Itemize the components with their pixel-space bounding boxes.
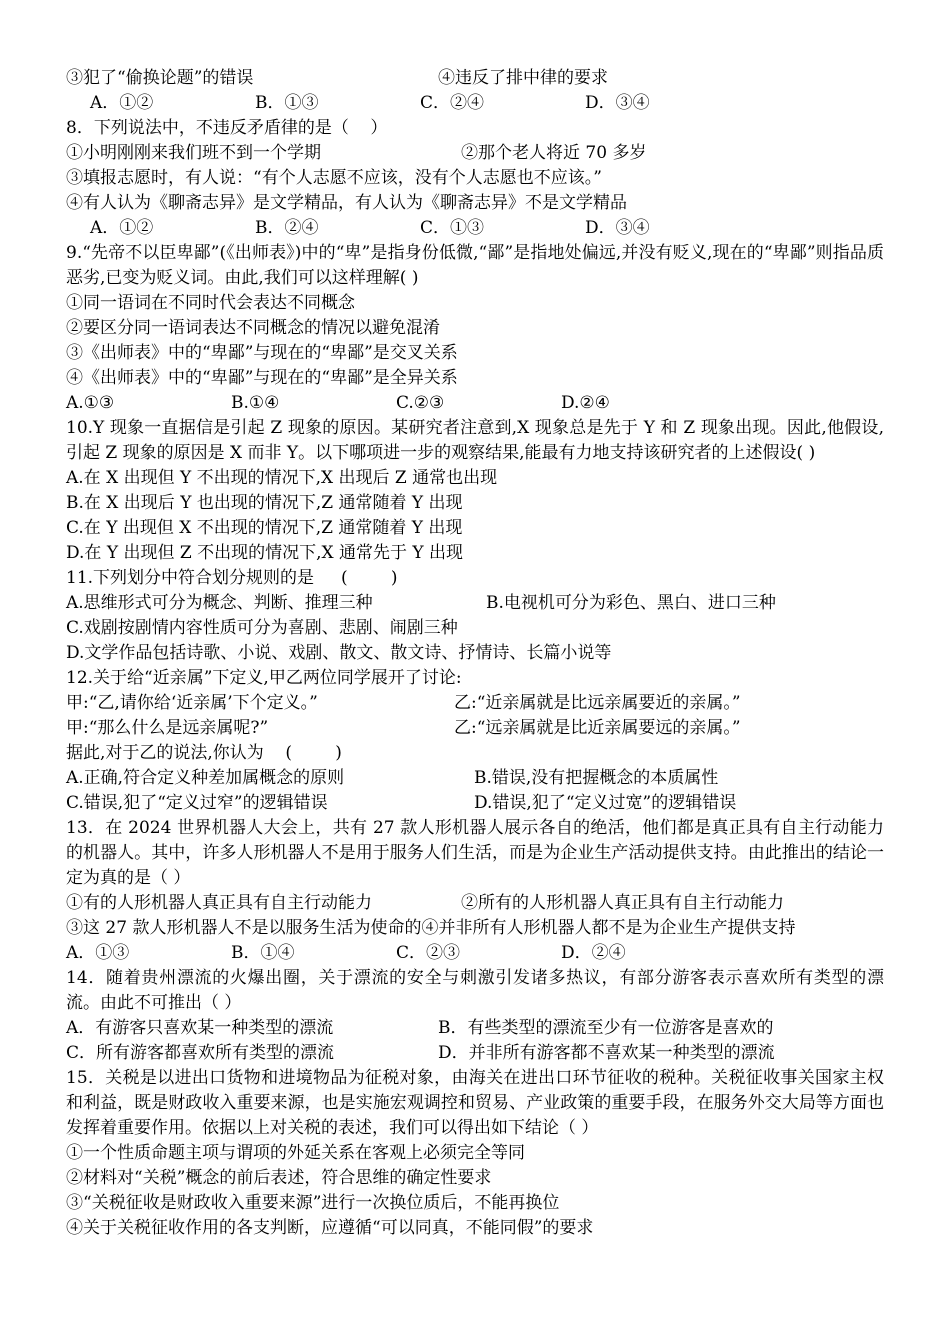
q8-statement-3: ③填报志愿时，有人说：“有个人志愿不应该，没有个人志愿也不应该。”: [66, 168, 602, 188]
q12-stem: 12.关于给“近亲属”下定义,甲乙两位同学展开了讨论:: [66, 668, 462, 688]
q10-option-d: D.在 Y 出现但 Z 不出现的情况下,X 通常先于 Y 出现: [66, 543, 464, 563]
q14-option-a: A．有游客只喜欢某一种类型的漂流: [66, 1018, 334, 1038]
q9-option-c: C.②③: [396, 393, 445, 413]
q10-option-a: A.在 X 出现但 Y 不出现的情况下,X 出现后 Z 通常也出现: [66, 468, 498, 488]
q12-option-d: D.错误,犯了“定义过宽”的逻辑错误: [474, 793, 737, 813]
q12-dialogue-1: [66, 691, 884, 716]
q7-option-c: C．②④: [420, 93, 485, 113]
q12-dialogue-yi-1: 乙:“近亲属就是比远亲属要近的亲属。”: [454, 693, 741, 713]
q12-options-a-b: [66, 766, 884, 791]
q9-option-a: A.①③: [66, 393, 115, 413]
q8-statement-1: ①小明刚刚来我们班不到一个学期: [66, 143, 321, 163]
q7-statements-3-4: [66, 66, 884, 91]
q15-statement-1: ①一个性质命题主项与谓项的外延关系在客观上必须完全等同: [66, 1143, 525, 1163]
q9-statement-2: ②要区分同一语词表达不同概念的情况以避免混淆: [66, 318, 440, 338]
q9-option-d: D.②④: [561, 393, 610, 413]
q8-statement-2: ②那个老人将近 70 多岁: [461, 143, 647, 163]
q12-ask: 据此,对于乙的说法,你认为 ( ): [66, 743, 342, 763]
q8-statement-4: ④有人认为《聊斋志异》是文学精品，有人认为《聊斋志异》不是文学精品: [66, 193, 627, 213]
q12-options-c-d: [66, 791, 884, 816]
q14-option-d: D．并非所有游客都不喜欢某一种类型的漂流: [438, 1043, 775, 1063]
q15-statement-2: ②材料对“关税”概念的前后表述，符合思维的确定性要求: [66, 1168, 492, 1188]
q7-statement-4: ④违反了排中律的要求: [438, 68, 608, 88]
q9-stem: 9.“先帝不以臣卑鄙”(《出师表》)中的“卑”是指身份低微,“鄙”是指地处偏远,并没有贬义,现在的“卑鄙”则指品质恶劣,已变为贬义词。由此,我们可以这样理解( ): [66, 243, 884, 288]
q12-option-b: B.错误,没有把握概念的本质属性: [474, 768, 719, 788]
q14-stem: 14．随着贵州漂流的火爆出圈，关于漂流的安全与刺激引发诸多热议，有部分游客表示喜欢所有类型的漂流。由此不可推出（ ）: [66, 968, 884, 1013]
q14-option-b: B．有些类型的漂流至少有一位游客是喜欢的: [438, 1018, 774, 1038]
q9-options: [66, 391, 884, 416]
q7-option-a: A．①②: [90, 93, 154, 113]
q13-statement-1: ①有的人形机器人真正具有自主行动能力: [66, 893, 372, 913]
q12-dialogue-jia-1: 甲:“乙,请你给‘近亲属’下个定义。”: [66, 693, 318, 713]
q9-statement-1: ①同一语词在不同时代会表达不同概念: [66, 293, 355, 313]
q12-dialogue-jia-2: 甲:“那么什么是远亲属呢?”: [66, 718, 269, 738]
q10-option-b: B.在 X 出现后 Y 也出现的情况下,Z 通常随着 Y 出现: [66, 493, 463, 513]
q9-statement-3: ③《出师表》中的“卑鄙”与现在的“卑鄙”是交叉关系: [66, 343, 458, 363]
q15-stem: 15．关税是以进出口货物和进境物品为征税对象，由海关在进出口环节征收的税种。关税征收事关国家主权和利益，既是财政收入重要来源，也是实施宏观调控和贸易、产业政策的重要手段，在服务外交大局等方面也发挥着重要作用。依据以上对关税的表述，我们可以得出如下结论（ ）: [66, 1068, 884, 1138]
q8-option-b: B．②④: [255, 218, 319, 238]
q8-stem: 8．下列说法中，不违反矛盾律的是（ ）: [66, 118, 388, 138]
q7-option-d: D．③④: [585, 93, 650, 113]
q11-option-c: C.戏剧按剧情内容性质可分为喜剧、悲剧、闹剧三种: [66, 618, 458, 638]
q11-stem: 11.下列划分中符合划分规则的是 ( ): [66, 568, 398, 588]
q12-option-a: A.正确,符合定义种差加属概念的原则: [66, 768, 345, 788]
q8-statements-1-2: [66, 141, 884, 166]
q10-option-c: C.在 Y 出现但 X 不出现的情况下,Z 通常随着 Y 出现: [66, 518, 463, 538]
q15-statement-4: ④关于关税征收作用的各支判断，应遵循“可以同真，不能同假”的要求: [66, 1218, 594, 1238]
q11-options-a-b: [66, 591, 884, 616]
q12-dialogue-yi-2: 乙:“远亲属就是比近亲属要远的亲属。”: [454, 718, 741, 738]
q12-dialogue-2: [66, 716, 884, 741]
q13-stem: 13．在 2024 世界机器人大会上，共有 27 款人形机器人展示各自的绝活，他们都是真正具有自主行动能力的机器人。其中，许多人形机器人不是用于服务人们生活，而是为企业生产活动提供支持。由此推出的结论一定为真的是（ ）: [66, 818, 884, 888]
q8-options: [66, 216, 884, 241]
q12-option-c: C.错误,犯了“定义过窄”的逻辑错误: [66, 793, 328, 813]
q8-option-d: D．③④: [585, 218, 650, 238]
q13-option-a: A．①③: [66, 943, 130, 963]
q13-statement-3: ③这 27 款人形机器人不是以服务生活为使命的: [66, 918, 422, 938]
q8-option-a: A．①②: [90, 218, 154, 238]
q7-option-b: B．①③: [255, 93, 319, 113]
q9-option-b: B.①④: [231, 393, 280, 413]
q15-statement-3: ③“关税征收是财政收入重要来源”进行一次换位质后，不能再换位: [66, 1193, 560, 1213]
q11-option-d: D.文学作品包括诗歌、小说、戏剧、散文、散文诗、抒情诗、长篇小说等: [66, 643, 612, 663]
q14-options-a-b: [66, 1016, 884, 1041]
q13-option-c: C．②③: [396, 943, 461, 963]
q11-option-a: A.思维形式可分为概念、判断、推理三种: [66, 593, 373, 613]
q13-statement-2: ②所有的人形机器人真正具有自主行动能力: [461, 893, 784, 913]
q13-statements-1-2: [66, 891, 884, 916]
q11-option-b: B.电视机可分为彩色、黑白、进口三种: [486, 593, 776, 613]
q13-options: [66, 941, 884, 966]
q7-options: [66, 91, 884, 116]
q13-statements-3-4: [66, 916, 884, 941]
q13-option-d: D．②④: [561, 943, 626, 963]
q14-options-c-d: [66, 1041, 884, 1066]
q13-option-b: B．①④: [231, 943, 295, 963]
q7-statement-3: ③犯了“偷换论题”的错误: [66, 68, 254, 88]
q14-option-c: C．所有游客都喜欢所有类型的漂流: [66, 1043, 335, 1063]
q13-statement-4: ④并非所有人形机器人都不是为企业生产提供支持: [421, 918, 796, 938]
q8-option-c: C．①③: [420, 218, 485, 238]
q10-stem: 10.Y 现象一直据信是引起 Z 现象的原因。某研究者注意到,X 现象总是先于 Y 和 Z 现象出现。因此,他假设,引起 Z 现象的原因是 X 而非 Y。以下哪项进一步的观察结果,能最有力地支持该研究者的上述假设( ): [66, 418, 884, 463]
q9-statement-4: ④《出师表》中的“卑鄙”与现在的“卑鄙”是全异关系: [66, 368, 458, 388]
